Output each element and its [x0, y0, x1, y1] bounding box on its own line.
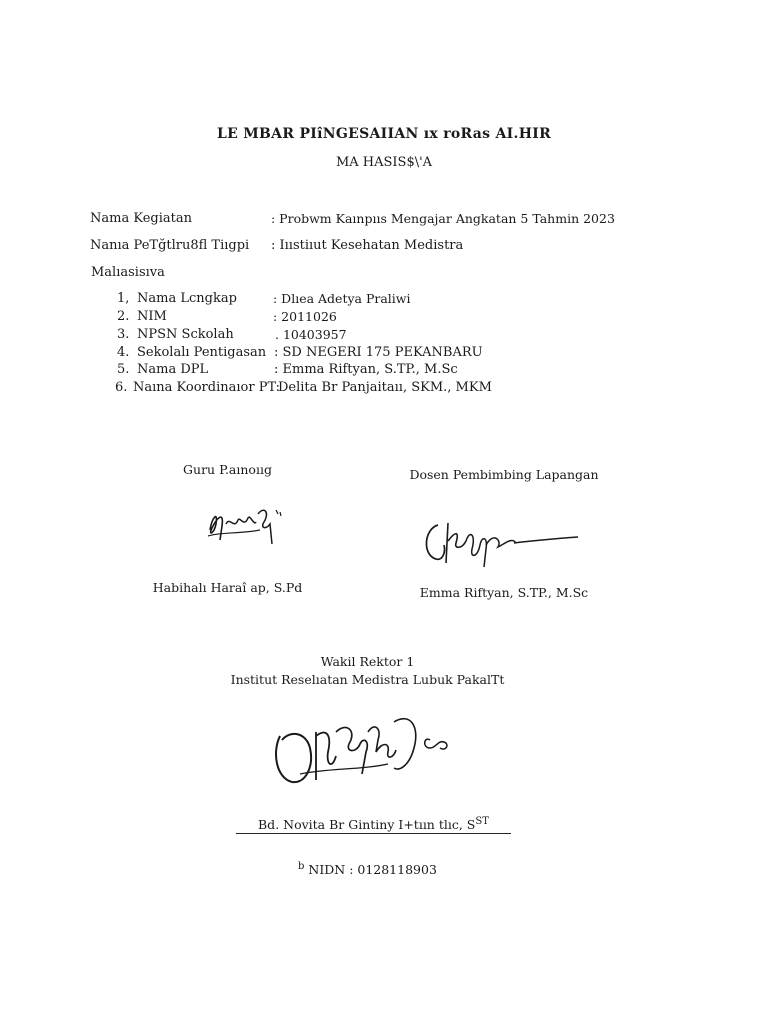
perguruan-tinggi-label: Nanıa PeTğtlru8fl Tiıgpi	[90, 238, 250, 253]
wakil-rektor-name-text: Bd. Novita Br Gintiny I+tıın tlıc, S	[258, 817, 476, 833]
nama-kegiatan-label: Nama Kegiatan	[90, 211, 192, 226]
item-label: NIM	[137, 309, 167, 324]
item-number: 2.	[117, 309, 130, 324]
item-label: Sekolalı Pentigasan	[137, 345, 267, 360]
nama-kegiatan-value: : Probwm Kaınpııs Mengajar Angkatan 5 Tahmin 2023	[271, 211, 615, 226]
item-number: 3.	[117, 327, 130, 342]
item-number: 4.	[117, 345, 130, 360]
item-number: 6.	[115, 380, 128, 395]
item-value: . 10403957	[275, 327, 347, 342]
dosen-pembimbing-signature	[420, 515, 582, 573]
item-value: Delita Br Panjaitaıı, SKM., MKM	[278, 380, 492, 395]
item-number: 1,	[117, 291, 130, 306]
item-number: 5.	[117, 362, 130, 377]
item-label: NPSN Sckolah	[137, 327, 234, 342]
wakil-rektor-name	[236, 816, 511, 832]
item-label: Naına Koordinaıor PT:	[133, 380, 281, 395]
item-label: Nama DPL	[137, 362, 209, 377]
item-value: : Dlıea Adetya Praliwi	[273, 291, 411, 306]
item-value: : 2011026	[273, 309, 337, 324]
guru-pamong-signature	[200, 500, 290, 552]
document-subtitle: MA HASIS$\'A	[335, 155, 433, 170]
dosen-pembimbing-name: Emma Riftyan, S.TP., M.Sc	[419, 585, 589, 600]
guru-pamong-title: Guru P.aınoııg	[183, 462, 272, 477]
nidn-prefix: b	[298, 861, 305, 872]
mahasiswa-label: Malıasisıva	[91, 265, 165, 280]
item-value: : SD NEGERI 175 PEKANBARU	[274, 345, 483, 360]
perguruan-tinggi-value: : Iııstiıut Kesehatan Medistra	[271, 238, 464, 253]
nidn-line	[298, 861, 437, 877]
wakil-rektor-name-suffix: ST	[475, 816, 489, 827]
document-title: LE MBAR PIîNGESAIIAN ıx roRas AI.HIR	[216, 126, 552, 142]
wakil-rektor-institution: Institut Reselıatan Medistra Lubuk PakalTt	[230, 672, 505, 687]
wakil-rektor-signature	[270, 712, 455, 800]
dosen-pembimbing-title: Dosen Pembimbing Lapangan	[409, 467, 599, 482]
item-value: : Emma Riftyan, S.TP., M.Sc	[274, 362, 458, 377]
nidn-value: NIDN : 0128118903	[304, 862, 437, 878]
item-label: Nama Lcngkap	[137, 291, 237, 306]
wakil-rektor-title: Wakil Rektor 1	[320, 654, 415, 669]
guru-pamong-name: Habihalı Haraî ap, S.Pd	[152, 580, 303, 595]
